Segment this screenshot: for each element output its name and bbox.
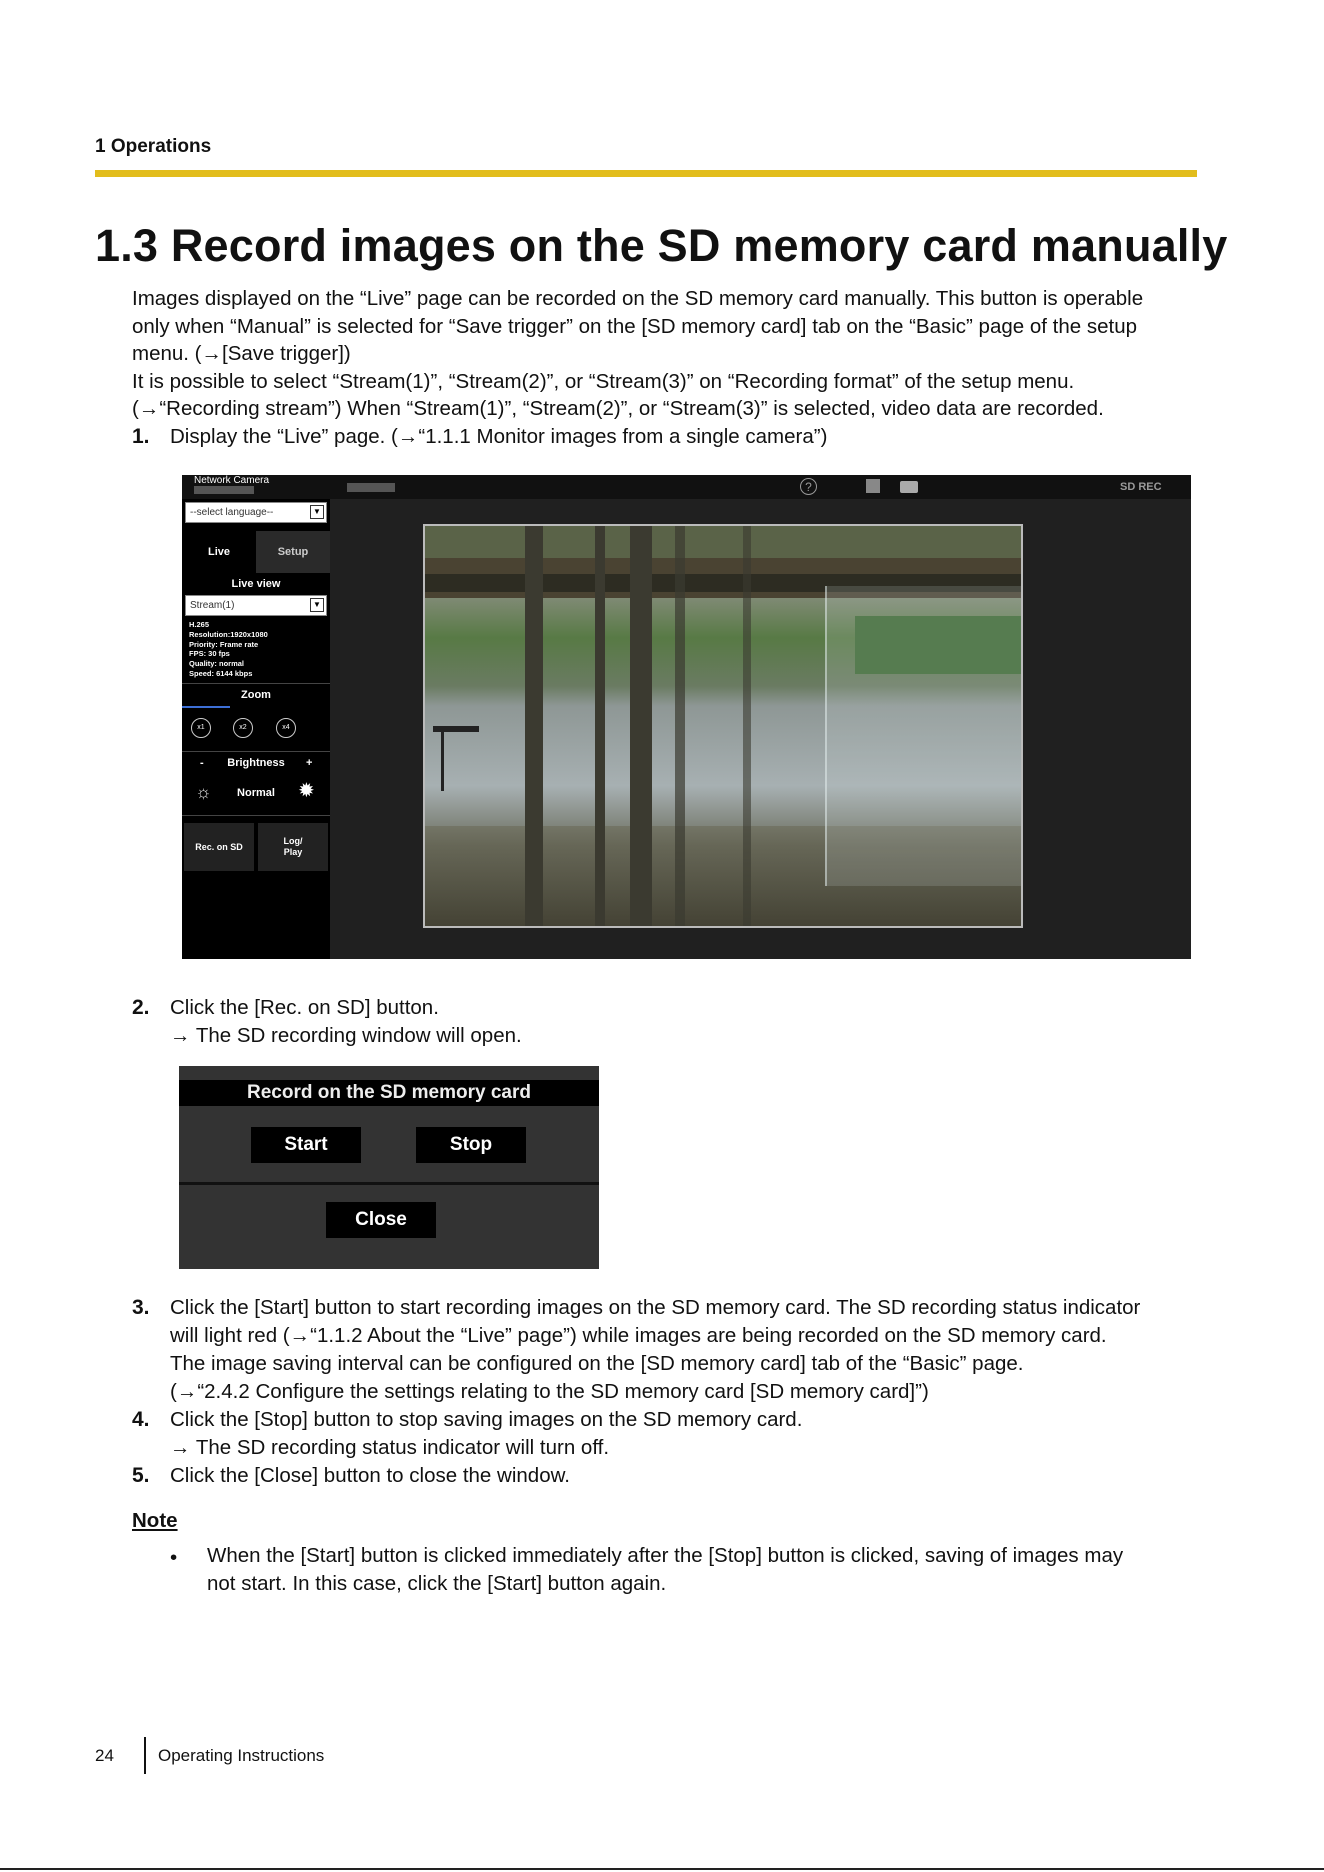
stream-info-line: FPS: 30 fps bbox=[189, 649, 230, 659]
snapshot-camera-icon[interactable] bbox=[900, 481, 918, 493]
document-name: Operating Instructions bbox=[158, 1746, 325, 1765]
help-icon[interactable]: ? bbox=[800, 478, 817, 495]
video-column bbox=[630, 526, 652, 928]
brightness-up-sun-icon[interactable]: ✹ bbox=[298, 780, 315, 802]
divider bbox=[182, 683, 330, 684]
video-table-leg bbox=[441, 731, 444, 791]
step-text: The image saving interval can be configured on the [SD memory card] tab of the “Basic” page. bbox=[170, 1352, 1024, 1375]
live-video-image bbox=[423, 524, 1023, 928]
zoom-x1-button[interactable]: x1 bbox=[191, 718, 211, 738]
model-name-blur bbox=[194, 486, 254, 494]
brightness-normal-button[interactable]: Normal bbox=[237, 787, 275, 799]
note-line: not start. In this case, click the [Start] button again. bbox=[207, 1571, 667, 1595]
step-number: 5. bbox=[132, 1464, 150, 1487]
brightness-down-sun-icon[interactable]: ☼ bbox=[195, 782, 212, 802]
video-table bbox=[433, 726, 479, 732]
step-5 bbox=[132, 1462, 1207, 1490]
chevron-down-icon: ▼ bbox=[310, 505, 324, 519]
brand-label: Network Camera bbox=[194, 475, 270, 486]
tab-setup[interactable]: Setup bbox=[256, 531, 330, 573]
brightness-label: Brightness bbox=[227, 757, 285, 769]
step-2 bbox=[132, 994, 1207, 1050]
step-number: 4. bbox=[132, 1408, 150, 1431]
step-3 bbox=[132, 1294, 1207, 1406]
sd-window-title: Record on the SD memory card bbox=[179, 1080, 599, 1106]
log-play-button[interactable] bbox=[258, 823, 328, 871]
bottom-rule bbox=[0, 1868, 1324, 1870]
video-column bbox=[743, 526, 751, 928]
note-text bbox=[207, 1542, 1202, 1597]
video-column bbox=[595, 526, 605, 928]
stream-info-line: Quality: normal bbox=[189, 659, 245, 669]
stream-info-line: Speed: 6144 kbps bbox=[189, 668, 253, 678]
zoom-underline bbox=[182, 706, 230, 708]
stream-info-line: H.265 bbox=[189, 620, 210, 629]
step-text: Display the “Live” page. (→“1.1.1 Monitor images from a single camera”) bbox=[170, 425, 828, 448]
step-text: Click the [Rec. on SD] button. bbox=[170, 996, 439, 1019]
step-text: Click the [Close] button to close the window. bbox=[170, 1464, 570, 1487]
divider bbox=[182, 815, 330, 816]
section-title: 1.3 Record images on the SD memory card manually bbox=[95, 220, 1228, 271]
live-page-screenshot bbox=[182, 475, 1191, 959]
note-heading: Note bbox=[132, 1509, 178, 1532]
step-text: Click the [Stop] button to stop saving images on the SD memory card. bbox=[170, 1408, 803, 1431]
stream-info-line: Resolution:1920x1080 bbox=[189, 629, 268, 639]
start-button[interactable]: Start bbox=[251, 1127, 361, 1163]
note-line: When the [Start] button is clicked immediately after the [Stop] button is clicked, saving of images may bbox=[207, 1544, 1124, 1567]
chapter-header: 1 Operations bbox=[95, 136, 212, 157]
zoom-x2-button[interactable]: x2 bbox=[233, 718, 253, 738]
step-number: 2. bbox=[132, 996, 150, 1019]
step-result: → The SD recording status indicator will turn off. bbox=[170, 1436, 610, 1459]
log-play-label: Log/ Play bbox=[283, 836, 303, 857]
video-column bbox=[525, 526, 543, 928]
rec-on-sd-button[interactable]: Rec. on SD bbox=[184, 823, 254, 871]
setup-shortcut-icon[interactable] bbox=[866, 479, 880, 493]
divider bbox=[182, 751, 330, 752]
intro-line: It is possible to select “Stream(1)”, “Stream(2)”, or “Stream(3)” on “Recording format” of the setup menu. bbox=[132, 369, 1075, 393]
live-view-label: Live view bbox=[231, 578, 281, 590]
language-select[interactable] bbox=[185, 502, 327, 523]
sd-rec-indicator: SD REC bbox=[1120, 481, 1162, 493]
language-select-value: --select language-- bbox=[190, 507, 274, 518]
video-column bbox=[675, 526, 685, 928]
camera-title-blur bbox=[347, 483, 395, 492]
stop-button[interactable]: Stop bbox=[416, 1127, 526, 1163]
stream-select[interactable] bbox=[185, 595, 327, 616]
chevron-down-icon: ▼ bbox=[310, 598, 324, 612]
step-number: 1. bbox=[132, 425, 150, 448]
divider bbox=[179, 1182, 599, 1185]
intro-line: only when “Manual” is selected for “Save trigger” on the [SD memory card] tab on the “Basic” page of the setup bbox=[132, 314, 1137, 338]
stream-info bbox=[189, 620, 268, 679]
zoom-label: Zoom bbox=[241, 689, 271, 701]
step-text: Click the [Start] button to start recording images on the SD memory card. The SD recording status indicator bbox=[170, 1296, 1141, 1319]
brightness-minus-button[interactable]: - bbox=[200, 757, 204, 769]
step-result: → The SD recording window will open. bbox=[170, 1024, 522, 1047]
video-glass-panel bbox=[825, 586, 1023, 886]
step-1 bbox=[132, 423, 1207, 451]
page-number: 24 bbox=[95, 1746, 114, 1765]
note-bullet: • bbox=[170, 1546, 178, 1569]
zoom-x4-button[interactable]: x4 bbox=[276, 718, 296, 738]
step-4 bbox=[132, 1406, 1207, 1462]
sd-record-window-screenshot bbox=[179, 1066, 599, 1269]
footer-divider bbox=[144, 1737, 146, 1774]
step-text: will light red (→“1.1.2 About the “Live” page”) while images are being recorded on the SD memory card. bbox=[170, 1324, 1107, 1347]
intro-paragraph bbox=[132, 285, 1202, 423]
intro-line: Images displayed on the “Live” page can be recorded on the SD memory card manually. This button is operable bbox=[132, 287, 1144, 310]
header-rule bbox=[95, 170, 1197, 177]
tab-live[interactable]: Live bbox=[182, 531, 256, 573]
close-button[interactable]: Close bbox=[326, 1202, 436, 1238]
step-number: 3. bbox=[132, 1296, 150, 1319]
brightness-plus-button[interactable]: + bbox=[306, 757, 313, 769]
step-text: (→“2.4.2 Configure the settings relating to the SD memory card [SD memory card]”) bbox=[170, 1380, 929, 1403]
intro-line: (→“Recording stream”) When “Stream(1)”, “Stream(2)”, or “Stream(3)” is selected, video data are recorded. bbox=[132, 397, 1104, 420]
live-top-bar bbox=[182, 475, 1191, 499]
intro-line: menu. (→[Save trigger]) bbox=[132, 342, 351, 365]
stream-info-line: Priority: Frame rate bbox=[189, 639, 259, 649]
stream-select-value: Stream(1) bbox=[190, 600, 235, 611]
